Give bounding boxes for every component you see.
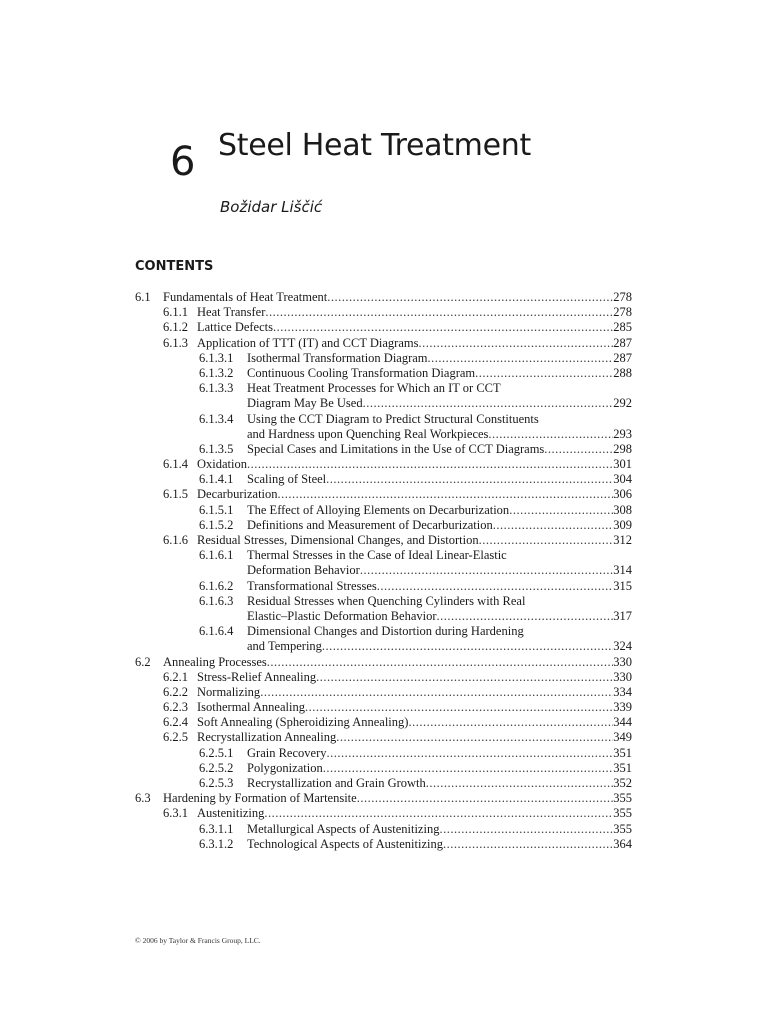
toc-dot-leader bbox=[323, 761, 614, 776]
toc-dot-leader bbox=[316, 670, 613, 685]
toc-entry-number: 6.1.6.3 bbox=[199, 593, 234, 608]
toc-entry-page: 330 bbox=[613, 654, 632, 669]
toc-entry-number: 6.3.1.1 bbox=[199, 821, 234, 836]
toc-entry bbox=[135, 503, 632, 518]
toc-entry bbox=[135, 639, 632, 654]
toc-entry bbox=[135, 533, 632, 548]
toc-entry-title: Deformation Behavior bbox=[247, 563, 360, 578]
toc-entry-page: 344 bbox=[613, 715, 632, 730]
table-of-contents bbox=[135, 290, 632, 852]
toc-entry-page: 355 bbox=[613, 821, 632, 836]
toc-entry bbox=[135, 730, 632, 745]
toc-entry bbox=[135, 700, 632, 715]
chapter-number: 6 bbox=[170, 139, 196, 185]
toc-entry-title: Heat Treatment Processes for Which an IT or CCT bbox=[247, 381, 501, 396]
toc-entry-number: 6.1.5 bbox=[163, 487, 188, 502]
toc-entry-page: 298 bbox=[613, 441, 632, 456]
toc-entry-number: 6.2.5.2 bbox=[199, 760, 234, 775]
toc-entry bbox=[135, 624, 632, 639]
toc-entry-number: 6.1.5.1 bbox=[199, 502, 234, 517]
toc-entry-page: 330 bbox=[613, 669, 632, 684]
toc-entry-page: 312 bbox=[613, 533, 632, 547]
toc-entry-page: 309 bbox=[613, 517, 632, 532]
toc-dot-leader bbox=[408, 715, 613, 730]
toc-entry bbox=[135, 776, 632, 791]
toc-entry-title: Metallurgical Aspects of Austenitizing bbox=[247, 821, 440, 836]
toc-entry-title: Lattice Defects bbox=[197, 320, 273, 335]
toc-dot-leader bbox=[437, 609, 614, 624]
toc-entry-title: Residual Stresses, Dimensional Changes, and Distortion bbox=[197, 533, 479, 547]
toc-dot-leader bbox=[336, 730, 613, 745]
toc-entry-title: Fundamentals of Heat Treatment bbox=[163, 290, 328, 304]
toc-entry-page: 285 bbox=[613, 320, 632, 335]
toc-entry-number: 6.3.1.2 bbox=[199, 836, 234, 851]
toc-entry-number: 6.1.1 bbox=[163, 305, 188, 320]
toc-entry bbox=[135, 472, 632, 487]
toc-entry-number: 6.1.4.1 bbox=[199, 472, 234, 487]
toc-dot-leader bbox=[479, 533, 614, 548]
toc-entry-title: Recrystallization and Grain Growth bbox=[247, 776, 426, 790]
toc-entry-number: 6.1.3.3 bbox=[199, 381, 234, 396]
toc-entry-number: 6.1.3.4 bbox=[199, 411, 234, 426]
toc-entry bbox=[135, 457, 632, 472]
toc-entry-title: Polygonization bbox=[247, 760, 323, 775]
toc-entry-number: 6.1.5.2 bbox=[199, 517, 234, 532]
toc-entry-number: 6.1.6.4 bbox=[199, 624, 234, 639]
toc-entry-title: Elastic–Plastic Deformation Behavior bbox=[247, 608, 437, 623]
toc-entry-number: 6.1.2 bbox=[163, 320, 188, 335]
toc-entry-number: 6.1.3.5 bbox=[199, 441, 234, 456]
toc-entry-title: Special Cases and Limitations in the Use of CCT Diagrams bbox=[247, 441, 545, 456]
toc-entry-title: Recrystallization Annealing bbox=[197, 730, 337, 745]
toc-entry-number: 6.1.6 bbox=[163, 533, 188, 547]
toc-entry bbox=[135, 336, 632, 351]
toc-entry bbox=[135, 791, 632, 806]
toc-entry-number: 6.1.6.2 bbox=[199, 578, 234, 593]
toc-entry-title: Annealing Processes bbox=[163, 654, 267, 669]
toc-entry-page: 314 bbox=[613, 563, 632, 578]
toc-entry-page: 315 bbox=[613, 578, 632, 593]
toc-entry bbox=[135, 746, 632, 761]
toc-entry bbox=[135, 351, 632, 366]
toc-entry bbox=[135, 381, 632, 396]
toc-dot-leader bbox=[264, 806, 613, 821]
toc-entry-number: 6.2.2 bbox=[163, 684, 188, 699]
toc-dot-leader bbox=[363, 396, 614, 411]
toc-dot-leader bbox=[418, 336, 613, 351]
chapter-author: Božidar Liščić bbox=[220, 198, 323, 216]
toc-entry bbox=[135, 305, 632, 320]
toc-entry-page: 351 bbox=[613, 760, 632, 775]
toc-entry-number: 6.2.5.3 bbox=[199, 776, 234, 790]
toc-entry-number: 6.1.3 bbox=[163, 335, 188, 350]
toc-entry-page: 304 bbox=[613, 472, 632, 487]
toc-dot-leader bbox=[360, 563, 613, 578]
toc-dot-leader bbox=[326, 472, 613, 487]
toc-entry bbox=[135, 761, 632, 776]
toc-entry-number: 6.1.3.2 bbox=[199, 365, 234, 380]
copyright-footer: © 2006 by Taylor & Francis Group, LLC. bbox=[135, 936, 261, 945]
toc-dot-leader bbox=[443, 837, 613, 852]
toc-entry-title: Residual Stresses when Quenching Cylinders with Real bbox=[247, 593, 526, 608]
toc-entry-page: 288 bbox=[613, 365, 632, 380]
toc-entry bbox=[135, 412, 632, 427]
toc-entry-title: The Effect of Alloying Elements on Decarburization bbox=[247, 502, 510, 517]
toc-entry-page: 351 bbox=[613, 745, 632, 760]
toc-dot-leader bbox=[326, 746, 613, 761]
toc-entry-page: 355 bbox=[613, 806, 632, 821]
toc-entry-title: Dimensional Changes and Distortion during Hardening bbox=[247, 624, 524, 639]
toc-entry bbox=[135, 518, 632, 533]
toc-entry bbox=[135, 594, 632, 609]
toc-entry bbox=[135, 396, 632, 411]
toc-entry-page: 364 bbox=[613, 836, 632, 851]
toc-entry-title: Thermal Stresses in the Case of Ideal Linear-Elastic bbox=[247, 548, 507, 563]
toc-dot-leader bbox=[475, 366, 613, 381]
toc-entry-number: 6.2.5 bbox=[163, 730, 188, 745]
toc-entry bbox=[135, 320, 632, 335]
toc-entry-page: 355 bbox=[613, 791, 632, 806]
toc-entry-page: 293 bbox=[613, 426, 632, 441]
toc-dot-leader bbox=[493, 518, 614, 533]
toc-entry-title: Isothermal Transformation Diagram bbox=[247, 350, 428, 365]
toc-entry-title: Hardening by Formation of Martensite bbox=[163, 791, 357, 806]
toc-entry-title: Normalizing bbox=[197, 684, 261, 699]
toc-entry bbox=[135, 822, 632, 837]
toc-entry-title: Using the CCT Diagram to Predict Structural Constituents bbox=[247, 411, 539, 426]
toc-entry-number: 6.3.1 bbox=[163, 806, 188, 821]
toc-entry-number: 6.1 bbox=[135, 290, 151, 304]
toc-dot-leader bbox=[260, 685, 613, 700]
toc-dot-leader bbox=[488, 427, 613, 442]
toc-entry-page: 292 bbox=[613, 396, 632, 411]
toc-entry-title: Oxidation bbox=[197, 457, 247, 472]
toc-entry-page: 287 bbox=[613, 335, 632, 350]
toc-entry-page: 349 bbox=[613, 730, 632, 745]
toc-entry-title: Heat Transfer bbox=[197, 305, 266, 320]
toc-entry-page: 278 bbox=[613, 305, 632, 320]
chapter-title: Steel Heat Treatment bbox=[218, 128, 531, 163]
toc-entry-number: 6.1.4 bbox=[163, 457, 188, 472]
toc-dot-leader bbox=[327, 290, 613, 305]
toc-entry bbox=[135, 655, 632, 670]
toc-dot-leader bbox=[267, 655, 613, 670]
toc-entry-number: 6.2.3 bbox=[163, 700, 188, 715]
toc-entry-number: 6.2.4 bbox=[163, 715, 188, 730]
toc-dot-leader bbox=[278, 487, 614, 502]
toc-entry-title: Stress-Relief Annealing bbox=[197, 669, 317, 684]
toc-entry-page: 308 bbox=[613, 502, 632, 517]
toc-dot-leader bbox=[273, 320, 613, 335]
toc-dot-leader bbox=[377, 579, 614, 594]
toc-entry-title: and Hardness upon Quenching Real Workpieces bbox=[247, 426, 489, 441]
toc-dot-leader bbox=[509, 503, 613, 518]
contents-heading: CONTENTS bbox=[135, 259, 214, 274]
toc-entry bbox=[135, 487, 632, 502]
toc-entry-number: 6.1.6.1 bbox=[199, 548, 234, 563]
toc-entry bbox=[135, 685, 632, 700]
toc-entry bbox=[135, 715, 632, 730]
toc-dot-leader bbox=[322, 639, 613, 654]
toc-entry-title: Application of TTT (IT) and CCT Diagrams bbox=[197, 335, 419, 350]
toc-entry bbox=[135, 579, 632, 594]
toc-dot-leader bbox=[439, 822, 613, 837]
toc-entry-page: 301 bbox=[613, 457, 632, 472]
toc-entry bbox=[135, 548, 632, 563]
toc-entry bbox=[135, 609, 632, 624]
toc-entry-page: 287 bbox=[613, 350, 632, 365]
toc-entry-number: 6.2.5.1 bbox=[199, 745, 234, 760]
toc-entry-page: 306 bbox=[613, 487, 632, 502]
toc-dot-leader bbox=[265, 305, 613, 320]
toc-entry-title: Transformational Stresses bbox=[247, 578, 377, 593]
toc-entry bbox=[135, 563, 632, 578]
toc-entry-page: 339 bbox=[613, 700, 632, 715]
toc-entry-page: 317 bbox=[613, 608, 632, 623]
toc-entry-title: and Tempering bbox=[247, 639, 322, 654]
toc-entry-title: Scaling of Steel bbox=[247, 472, 327, 487]
toc-dot-leader bbox=[544, 442, 613, 457]
toc-entry-number: 6.1.3.1 bbox=[199, 350, 234, 365]
toc-dot-leader bbox=[357, 791, 614, 806]
toc-entry-title: Soft Annealing (Spheroidizing Annealing) bbox=[197, 715, 409, 730]
toc-entry-page: 278 bbox=[613, 290, 632, 304]
toc-entry-number: 6.2.1 bbox=[163, 669, 188, 684]
toc-entry-title: Definitions and Measurement of Decarburization bbox=[247, 517, 493, 532]
toc-entry-title: Grain Recovery bbox=[247, 745, 327, 760]
toc-entry bbox=[135, 290, 632, 305]
toc-entry-page: 324 bbox=[613, 639, 632, 654]
toc-entry bbox=[135, 837, 632, 852]
toc-entry bbox=[135, 366, 632, 381]
toc-dot-leader bbox=[428, 351, 614, 366]
toc-dot-leader bbox=[305, 700, 613, 715]
toc-entry-title: Decarburization bbox=[197, 487, 278, 502]
toc-entry bbox=[135, 442, 632, 457]
toc-entry-number: 6.2 bbox=[135, 654, 151, 669]
toc-entry-title: Continuous Cooling Transformation Diagram bbox=[247, 365, 476, 380]
toc-entry-number: 6.3 bbox=[135, 791, 151, 806]
toc-entry bbox=[135, 670, 632, 685]
toc-entry bbox=[135, 806, 632, 821]
toc-entry-title: Austenitizing bbox=[197, 806, 265, 821]
toc-dot-leader bbox=[426, 776, 613, 791]
toc-entry-title: Diagram May Be Used bbox=[247, 396, 363, 411]
toc-entry-page: 334 bbox=[613, 684, 632, 699]
toc-entry-page: 352 bbox=[613, 776, 632, 790]
toc-entry bbox=[135, 427, 632, 442]
toc-entry-title: Technological Aspects of Austenitizing bbox=[247, 836, 443, 851]
toc-dot-leader bbox=[247, 457, 613, 472]
toc-entry-title: Isothermal Annealing bbox=[197, 700, 305, 715]
